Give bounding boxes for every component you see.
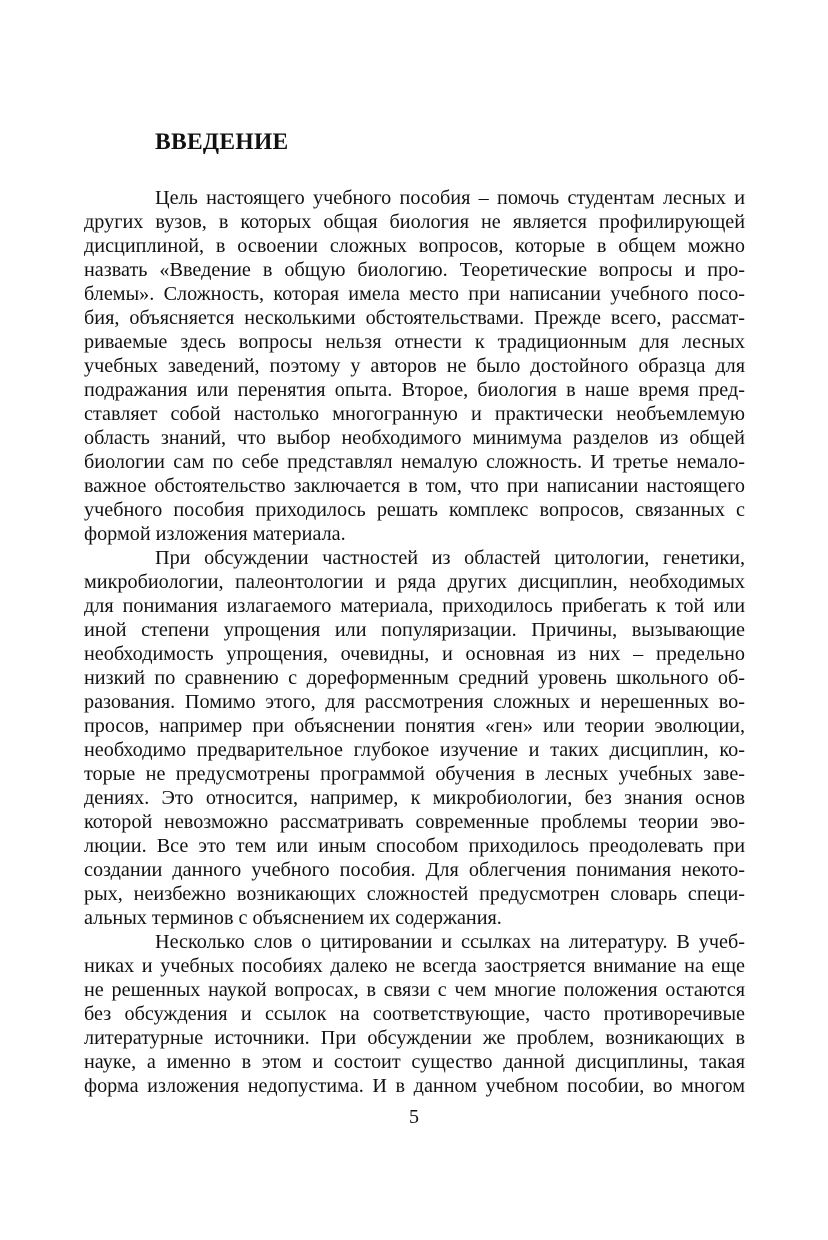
text-line: Цель настоящего учебного пособия – помочь студентам лесных и xyxy=(155,187,745,209)
text-line: учебного пособия приходилось решать комплекс вопросов, связанных с xyxy=(84,499,745,521)
text-line: других вузов, в которых общая биология не является профилирующей xyxy=(84,211,745,233)
text-line: биологии сам по себе представлял немалую сложность. И третье немало- xyxy=(84,451,745,473)
text-line: которой невозможно рассматривать современные проблемы теории эво- xyxy=(84,811,745,833)
text-line: важное обстоятельство заключается в том, что при написании настоящего xyxy=(84,475,745,497)
body-text xyxy=(84,186,745,1098)
text-line: дениях. Это относится, например, к микробиологии, без знания основ xyxy=(84,787,745,809)
text-line: низкий по сравнению с дореформенным средний уровень школьного об- xyxy=(84,667,745,689)
text-line: бия, объясняется несколькими обстоятельствами. Прежде всего, рассмат- xyxy=(84,307,745,329)
text-line: назвать «Введение в общую биологию. Теоретические вопросы и про- xyxy=(84,259,745,281)
text-line: без обсуждения и ссылок на соответствующие, часто противоречивые xyxy=(84,1003,745,1025)
text-line: люции. Все это тем или иным способом приходилось преодолевать при xyxy=(84,835,745,857)
text-line: риваемые здесь вопросы нельзя отнести к традиционным для лесных xyxy=(84,331,745,353)
text-line: Несколько слов о цитировании и ссылках на литературу. В учеб- xyxy=(155,931,745,953)
text-line: разования. Помимо этого, для рассмотрения сложных и нерешенных во- xyxy=(84,691,745,713)
page-number: 5 xyxy=(409,1106,419,1128)
text-line: литературные источники. При обсуждении же проблем, возникающих в xyxy=(84,1027,745,1049)
text-line: необходимо предварительное глубокое изучение и таких дисциплин, ко- xyxy=(84,739,745,761)
text-line: для понимания излагаемого материала, приходилось прибегать к той или xyxy=(84,595,745,617)
text-line: микробиологии, палеонтологии и ряда других дисциплин, необходимых xyxy=(84,571,745,593)
text-line: науке, а именно в этом и состоит существо данной дисциплины, такая xyxy=(84,1051,745,1073)
text-line: дисциплиной, в освоении сложных вопросов, которые в общем можно xyxy=(84,235,745,257)
text-line: ставляет собой настолько многогранную и практически необъемлемую xyxy=(84,403,745,425)
text-line: область знаний, что выбор необходимого минимума разделов из общей xyxy=(84,427,745,449)
text-line: форма изложения недопустима. И в данном учебном пособии, во многом xyxy=(84,1075,745,1097)
text-line: никах и учебных пособиях далеко не всегда заостряется внимание на еще xyxy=(84,955,745,977)
text-line: учебных заведений, поэтому у авторов не было достойного образца для xyxy=(84,355,745,377)
text-line: торые не предусмотрены программой обучения в лесных учебных заве- xyxy=(84,763,745,785)
page-title: ВВЕДЕНИЕ xyxy=(155,129,289,155)
text-line: необходимость упрощения, очевидны, и основная из них – предельно xyxy=(84,643,745,665)
text-line: иной степени упрощения или популяризации. Причины, вызывающие xyxy=(84,619,745,641)
text-line: не решенных наукой вопросах, в связи с чем многие положения остаются xyxy=(84,979,745,1001)
text-line: При обсуждении частностей из областей цитологии, генетики, xyxy=(155,547,745,569)
text-line: альных терминов с объяснением их содержания. xyxy=(84,907,502,929)
text-line: формой изложения материала. xyxy=(84,523,346,545)
text-line: блемы». Сложность, которая имела место при написании учебного посо- xyxy=(84,283,745,305)
text-line: рых, неизбежно возникающих сложностей предусмотрен словарь специ- xyxy=(84,883,745,905)
text-line: подражания или перенятия опыта. Второе, биология в наше время пред- xyxy=(84,379,745,401)
text-line: просов, например при объяснении понятия «ген» или теории эволюции, xyxy=(84,715,745,737)
text-line: создании данного учебного пособия. Для облегчения понимания некото- xyxy=(84,859,745,881)
